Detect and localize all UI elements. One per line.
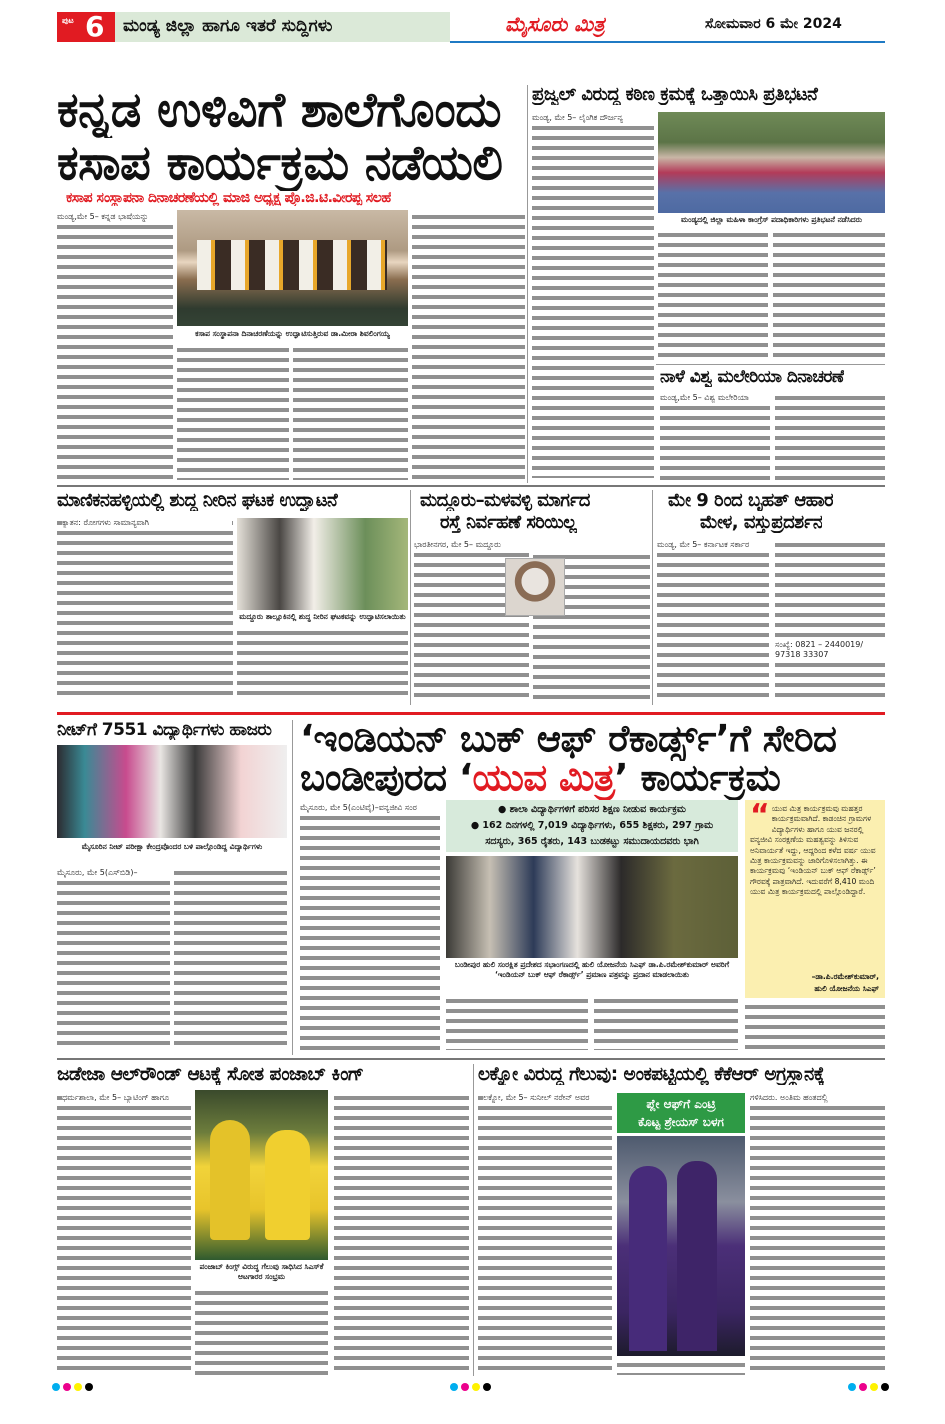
red-rule bbox=[57, 712, 885, 715]
food-fair-body-col1 bbox=[657, 540, 769, 700]
lead-photo bbox=[177, 210, 408, 326]
yuva-lead: ಮೈಸೂರು, ಮೇ 5(ಎಂಟಿವೈ)–ವನ್ಯಜೀವಿ ಸಂರ bbox=[300, 803, 440, 813]
food-fair-body-col2 bbox=[775, 540, 885, 700]
road-headline-line2: ರಸ್ತೆ ನಿರ್ವಹಣೆ ಸರಿಯಿಲ್ಲ bbox=[440, 512, 577, 533]
kkr-headline: ಲಕ್ನೋ ವಿರುದ್ಧ ಗೆಲುವು: ಅಂಕಪಟ್ಟಿಯಲ್ಲಿ ಕೆಕೆಆರ್ ಅಗ್ರಸ್ಥಾನಕ್ಕೆ bbox=[478, 1064, 825, 1085]
column-divider bbox=[292, 720, 293, 1055]
page-label: ಪುಟ bbox=[62, 16, 74, 25]
quote-role: ಹುಲಿ ಯೋಜನೆಯ ಸಿಎಫ್ bbox=[814, 983, 879, 993]
lead-headline-line1: ಕನ್ನಡ ಉಳಿವಿಗೆ ಶಾಲೆಗೊಂದು bbox=[57, 82, 502, 138]
neet-body-col2 bbox=[174, 868, 287, 1050]
lead-photo-caption: ಕಸಾಪ ಸಂಸ್ಥಾಪನಾ ದಿನಾಚರಣೆಯನ್ನು ಉದ್ಘಾಟಿಸುತ್ತಿರುವ ಡಾ.ಮೀರಾ ಶಿವಲಿಂಗಯ್ಯ bbox=[195, 329, 390, 338]
malaria-body-col1 bbox=[660, 393, 770, 480]
row-rule bbox=[57, 485, 885, 487]
page-number-badge bbox=[57, 12, 115, 42]
highlight-line: ● 162 ದಿನಗಳಲ್ಲಿ 7,019 ವಿದ್ಯಾರ್ಥಿಗಳು, 655 ಶಿಕ್ಷಕರು, 297 ಗ್ರಾಮ bbox=[470, 820, 714, 831]
lead-intro: ಮಂಡ್ಯ,ಮೇ 5– ಕನ್ನಡ ಭಾಷೆಯನ್ನು bbox=[57, 212, 173, 222]
yuva-body-col3 bbox=[594, 996, 738, 1050]
protest-headline: ಪ್ರಜ್ವಲ್ ವಿರುದ್ಧ ಕಠಿಣ ಕ್ರಮಕ್ಕೆ ಒತ್ತಾಯಿಸಿ ಪ್ರತಿಭಟನೆ bbox=[532, 84, 818, 105]
column-divider bbox=[527, 85, 528, 483]
kkr-body-col2 bbox=[617, 1360, 745, 1375]
food-fair-phone: ಸಂಖ್ಯೆ: 0821 – 2440019/ 97318 33307 bbox=[775, 640, 885, 660]
column-divider bbox=[652, 490, 653, 705]
yuva-body-col2 bbox=[446, 996, 588, 1050]
row-rule bbox=[57, 1058, 885, 1060]
yuva-photo bbox=[446, 856, 738, 958]
malaria-body-col2 bbox=[775, 393, 885, 480]
column-divider bbox=[410, 490, 411, 705]
water-photo-caption: ಮದ್ದೂರು ತಾಲ್ಲೂಕಿನಲ್ಲಿ ಶುದ್ಧ ನೀರಿನ ಘಟಕವನ್ನು ಉದ್ಘಾಟಿಸಲಾಯಿತು bbox=[239, 612, 406, 621]
water-lead: ಕ್ಯಾತನ: ರೋಗಗಳು ಸಾಮಾನ್ಯವಾಗಿ bbox=[62, 518, 232, 528]
jadeja-lead: ಧರ್ಮಶಾಲಾ, ಮೇ 5– ಬ್ಯಾಟಿಂಗ್ ಹಾಗೂ bbox=[62, 1093, 191, 1103]
neet-photo-caption: ಮೈಸೂರಿನ ನೀಟ್ ಪರೀಕ್ಷಾ ಕೇಂದ್ರವೊಂದರ ಬಳಿ ಪಾಲ್ಗೊಂಡಿದ್ದ ವಿದ್ಯಾರ್ಥಿಗಳು bbox=[81, 842, 263, 851]
yuva-headline-part1: ಬಂಡೀಪುರದ ‘ bbox=[300, 756, 473, 799]
jadeja-photo bbox=[195, 1090, 328, 1260]
jadeja-photo-caption: ಪಂಜಾಬ್ ಕಿಂಗ್ಸ್ ವಿರುದ್ಧ ಗೆಲುವು ಸಾಧಿಸಿದ ಸಿಎಸ್‌ಕೆ ಆಟಗಾರರ ಸಂಭ್ರಮ bbox=[199, 1262, 324, 1281]
header-rule bbox=[450, 41, 885, 43]
protest-lead: ಮಂಡ್ಯ, ಮೇ 5– ಲೈಂಗಿಕ ದೌರ್ಜನ್ಯ bbox=[532, 113, 654, 123]
protest-body-col2 bbox=[658, 230, 768, 360]
lead-subhead: ಕಸಾಪ ಸಂಸ್ಥಾಪನಾ ದಿನಾಚರಣೆಯಲ್ಲಿ ಮಾಜಿ ಅಧ್ಯಕ್ಷ ಪ್ರೊ.ಜಿ.ಟಿ.ವೀರಪ್ಪ ಸಲಹೆ bbox=[66, 190, 392, 206]
yuva-headline-line2 bbox=[300, 756, 780, 800]
jadeja-body-col2 bbox=[195, 1288, 328, 1375]
neet-photo bbox=[57, 745, 287, 838]
page-number: 6 bbox=[85, 10, 105, 43]
yuva-highlights-box bbox=[446, 800, 738, 852]
yuva-quote-box bbox=[745, 800, 885, 998]
lead-headline-line2: ಕಸಾಪ ಕಾರ್ಯಕ್ರಮ ನಡೆಯಲಿ bbox=[57, 135, 503, 191]
water-headline: ಮಾಣಿಕನಹಳ್ಳಿಯಲ್ಲಿ ಶುದ್ಧ ನೀರಿನ ಘಟಕ ಉದ್ಘಾಟನೆ bbox=[57, 490, 338, 511]
kkr-photo bbox=[617, 1136, 745, 1356]
neet-headline: ನೀಟ್‌ಗೆ 7551 ವಿದ್ಯಾರ್ಥಿಗಳು ಹಾಜರು bbox=[57, 720, 272, 740]
column-divider bbox=[473, 1064, 474, 1376]
section-band bbox=[115, 12, 450, 42]
kkr-body-col3 bbox=[750, 1093, 885, 1375]
registration-marks-center bbox=[450, 1376, 494, 1395]
neet-lead: ಮೈಸೂರು, ಮೇ 5(ಎಸ್‌ಬಿಡಿ)– bbox=[57, 868, 170, 878]
yuva-headline-part3: ’ ಕಾರ್ಯಕ್ರಮ bbox=[614, 756, 781, 799]
lead-body-col2 bbox=[177, 345, 289, 480]
malaria-rule bbox=[656, 364, 885, 365]
jadeja-body-col1 bbox=[57, 1093, 191, 1375]
neet-body-col1 bbox=[57, 868, 170, 1050]
lead-body-col3 bbox=[293, 345, 408, 480]
kkr-box-line1: ಪ್ಲೇ ಆಫ್‌ಗೆ ಎಂಟ್ರಿ bbox=[646, 1097, 716, 1111]
malaria-headline: ನಾಳೆ ವಿಶ್ವ ಮಲೇರಿಯಾ ದಿನಾಚರಣೆ bbox=[660, 367, 844, 387]
yuva-body-col1 bbox=[300, 803, 440, 1050]
highlight-line: ● ಶಾಲಾ ವಿದ್ಯಾರ್ಥಿಗಳಿಗೆ ಪರಿಸರ ಶಿಕ್ಷಣ ನೀಡುವ ಕಾರ್ಯಕ್ರಮ bbox=[498, 804, 686, 815]
highlight-line: ಸದಸ್ಯರು, 365 ರೈತರು, 143 ಬುಡಕಟ್ಟು ಸಮುದಾಯದವರು ಭಾಗಿ bbox=[485, 836, 699, 847]
road-headline-line1: ಮದ್ದೂರು–ಮಳವಳ್ಳಿ ಮಾರ್ಗದ bbox=[420, 490, 590, 511]
issue-date: ಸೋಮವಾರ 6 ಮೇ 2024 bbox=[705, 16, 842, 32]
quote-text: ಯುವ ಮಿತ್ರ ಕಾರ್ಯಕ್ರಮವು ಮಹತ್ತರ ಕಾರ್ಯಕ್ರಮವಾಗಿದೆ. ಕಾಡಂಚಿನ ಗ್ರಾಮಗಳ ವಿದ್ಯಾರ್ಥಿಗಳು ಹಾಗೂ ಯುವ ಜನರಲ್ಲಿ ವನ್ಯಜೀವಿ ಸಂರಕ್ಷಣೆಯ ಮಹತ್ವವನ್ನು ತಿಳಿಸುವ ಅನಿವಾರ್ಯತೆ ಇದ್ದು, ಆದ್ದರಿಂದ ಕಳೆದ ವರ್ಷ ಯುವ ಮಿತ್ರ ಕಾರ್ಯಕ್ರಮವನ್ನು ಜಾರಿಗೊಳಿಸಲಾಗಿತ್ತು. ಈ ಕಾರ್ಯಕ್ರಮವು ‘ಇಂಡಿಯನ್ ಬುಕ್ ಆಫ್ ರೆಕಾರ್ಡ್ಸ್’ ಗೌರವಕ್ಕೆ ಪಾತ್ರವಾಗಿದೆ. ಇದುವರೆಗೆ 8,410 ಮಂದಿ ಯುವ ಮಿತ್ರ ಕಾರ್ಯಕ್ರಮದಲ್ಲಿ ಪಾಲ್ಗೊಂಡಿದ್ದಾರೆ. bbox=[750, 804, 876, 897]
lead-body-col4 bbox=[412, 212, 525, 480]
jadeja-body-col3 bbox=[334, 1093, 469, 1375]
yuva-headline-line1: ‘ಇಂಡಿಯನ್ ಬುಕ್ ಆಫ್ ರೆಕಾರ್ಡ್ಸ್’ಗೆ ಸೇರಿದ bbox=[300, 717, 837, 760]
jadeja-headline: ಜಡೇಜಾ ಆಲ್‌ರೌಂಡ್ ಆಟಕ್ಕೆ ಸೋತ ಪಂಜಾಬ್ ಕಿಂಗ್ bbox=[57, 1064, 364, 1085]
kkr-body-col1 bbox=[478, 1093, 612, 1375]
kkr-box-line2: ಕೊಟ್ಟ ಶ್ರೇಯಸ್ ಬಳಗ bbox=[638, 1115, 724, 1129]
section-title: ಮಂಡ್ಯ ಜಿಲ್ಲಾ ಹಾಗೂ ಇತರೆ ಸುದ್ದಿಗಳು bbox=[123, 16, 333, 36]
lead-body-col1 bbox=[57, 212, 173, 480]
food-fair-headline-line2: ಮೇಳ, ವಸ್ತುಪ್ರದರ್ಶನ bbox=[700, 512, 823, 533]
yuva-headline-highlight: ಯುವ ಮಿತ್ರ bbox=[472, 756, 615, 799]
road-portrait-photo bbox=[505, 558, 565, 616]
water-body-col1 bbox=[57, 518, 233, 700]
water-photo bbox=[237, 518, 408, 610]
kkr-right-lead: ಗಳಿಸಿದರು. ಅಂತಿಮ ಹಂತದಲ್ಲಿ bbox=[750, 1093, 885, 1103]
malaria-lead: ಮಂಡ್ಯ,ಮೇ 5– ವಿಶ್ವ ಮಲೇರಿಯಾ bbox=[660, 393, 770, 403]
quote-mark-icon: “ bbox=[750, 800, 770, 833]
quote-author: –ಡಾ.ಪಿ.ರಮೇಶ್‌ಕುಮಾರ್, bbox=[811, 971, 879, 981]
kkr-highlight-box bbox=[617, 1093, 745, 1133]
food-fair-lead: ಮಂಡ್ಯ, ಮೇ 5– ಕರ್ನಾಟಕ ಸರ್ಕಾರ bbox=[657, 540, 769, 550]
registration-marks-right bbox=[848, 1376, 892, 1395]
water-body-col2 bbox=[237, 628, 408, 700]
yuva-body-col4 bbox=[745, 1002, 885, 1050]
masthead-logo: ಮೈಸೂರು ಮಿತ್ರ bbox=[505, 12, 605, 36]
food-fair-headline-line1: ಮೇ 9 ರಿಂದ ಬೃಹತ್ ಆಹಾರ bbox=[668, 490, 834, 511]
yuva-photo-caption: ಬಂಡೀಪುರ ಹುಲಿ ಸಂರಕ್ಷಿತ ಪ್ರದೇಶದ ಸಭಾಂಗಣದಲ್ಲಿ ಹುಲಿ ಯೋಜನೆಯ ಸಿಎಫ್ ಡಾ.ಪಿ.ರಮೇಶ್‌ಕುಮಾರ್ ಅವರಿಗೆ ‘ಇಂಡಿಯನ್ ಬುಕ್ ಆಫ್ ರೆಕಾರ್ಡ್ಸ್’ ಪ್ರಮಾಣ ಪತ್ರವನ್ನು ಪ್ರದಾನ ಮಾಡಲಾಯಿತು bbox=[454, 960, 730, 979]
road-lead: ಭಾರತೀನಗರ, ಮೇ 5– ಮದ್ದೂರು bbox=[414, 540, 649, 550]
protest-photo-caption: ಮಂಡ್ಯದಲ್ಲಿ ಜಿಲ್ಲಾ ಮಹಿಳಾ ಕಾಂಗ್ರೆಸ್ ಪದಾಧಿಕಾರಿಗಳು ಪ್ರತಿಭಟನೆ ನಡೆಸಿದರು bbox=[681, 215, 862, 224]
protest-body-col3 bbox=[773, 230, 885, 360]
registration-marks-left bbox=[52, 1376, 96, 1395]
protest-photo bbox=[658, 112, 885, 213]
protest-body-col1 bbox=[532, 113, 654, 478]
kkr-lead: ಲಕ್ನೋ, ಮೇ 5– ಸುನೀಲ್ ನರೇನ್ ಅವರ bbox=[483, 1093, 612, 1103]
